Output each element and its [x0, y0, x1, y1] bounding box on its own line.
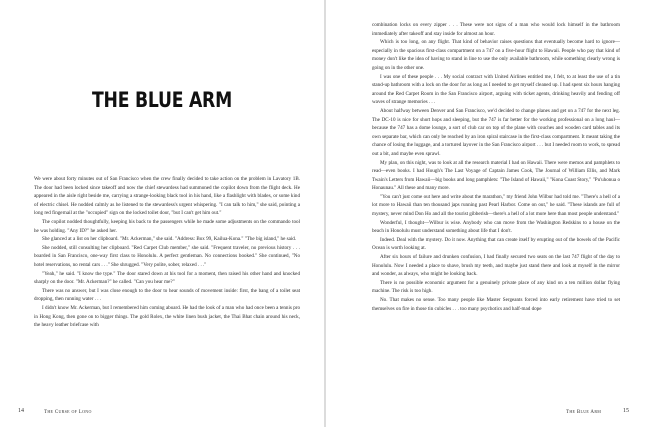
- paragraph: I didn't know Mr. Ackerman, but I remembered him coming aboard. He had the look of a man who had once been a tennis pro in Hong Kong, then gone on to bigger things. The gold Rolex, the white linen bush jacket, the Thai Bhat chain around his neck, the heavy leather briefcase with: [34, 304, 300, 329]
- page-number-right: 15: [623, 408, 629, 414]
- chapter-title: THE BLUE ARM: [92, 88, 232, 112]
- paragraph: My plan, on this night, was to look at all the research material I had on Hawaii. There were memos and pamphlets to read—even books. I had Hough's The Last Voyage of Captain James Cook, The Journal of William Ellis, and Mark Twain's Letters from Hawaii—big books and long pamphlets: "The Island of Hawaii," "Kona Coast Story," "Pu'uhonua o Honaunau." All these and many more.: [372, 159, 620, 192]
- paragraph: About halfway between Denver and San Francisco, we'd decided to change planes and get on a 747 for the next leg. The DC-10 is nice for short hops and sleeping, but the 747 is far better for the working professional on a long haul—because the 747 has a dome lounge, a sort of club car on top of the plane with couches and wooden card tables and its own separate bar, which can only be reached by an iron spiral staircase in the first-class compartment. It meant taking the chance of losing the luggage, and a tortured layover in the San Francisco airport . . . but I needed room to work, to spread out a bit, and maybe even sprawl.: [372, 107, 620, 157]
- paragraph: The copilot nodded thoughtfully, keeping his back to the passengers while he made some adjustments on the commando tool he was holding. "Any ID?" he asked her.: [34, 218, 300, 234]
- paragraph: She nodded, still consulting her clipboard. "Red Carpet Club member," she said. "Frequent traveler, no previous history . . . boarded in San Francisco, one-way first class to Honolulu. A perfect gentleman. No connections booked." She continued, "No hotel reservations, no rental cars . . ." She shrugged. "Very polite, sober, relaxed . . .": [34, 244, 300, 268]
- paragraph: "You can't just come out here and write about the marathon," my friend John Wilbur had told me. "There's a hell of a lot more to Hawaii than ten thousand japs running past Pearl Harbor. Come on out," he said. "These islands are full of mystery, never mind Don Ho and all the tourist gibberish—there's a hell of a lot more here than most people understand.": [372, 193, 620, 218]
- paragraph: "Yeah," he said. "I know the type." The door stared down at his tool for a moment, then raised his other hand and knocked sharply on the door. "Mr. Ackerman?" he called. "Can you hear me?": [34, 270, 300, 286]
- paragraph: There is no possible economic argument for a genuinely private place of any kind on a ten million dollar flying machine. The risk is too high.: [372, 279, 620, 295]
- paragraph: She glanced at a list on her clipboard. "Mr. Ackerman," she said. "Address: Box 99, Kailua-Kona." "The big island," he said.: [42, 236, 297, 243]
- paragraph: combination locks on every zipper . . . These were not signs of a man who would lock himself in the bathroom immediately after takeoff and stay inside for almost an hour.: [372, 22, 620, 37]
- paragraph: Indeed. Deal with the mystery. Do it now. Anything that can create itself by erupting out of the bowels of the Pacific Ocean is worth looking at.: [372, 236, 620, 252]
- running-head-right: The Blue Arm: [566, 410, 602, 415]
- right-body-text: [372, 21, 620, 313]
- page-number-left: 14: [18, 408, 24, 414]
- paragraph: Which is too long, on any flight. That kind of behavior raises questions that eventually become hard to ignore—especially in the spacious first-class compartment on a 747 on a five-hour flight to Hawaii. People who pay that kind of money don't like the idea of having to stand in line to use the only available bathroom, while something clearly wrong is going on in the other one.: [372, 39, 620, 71]
- paragraph: There was no answer, but I was close enough to the door to hear sounds of movement inside: first, the bang of a toilet seat dropping, then running water . . .: [34, 287, 300, 303]
- running-head-left: The Curse of Lono: [44, 410, 92, 415]
- paragraph: I was one of these people . . . My social contract with United Airlines entitled me, I felt, to at least the use of a tin stand-up bathroom with a lock on the door for as long as I needed to get myself cleaned up. I had spent six hours hanging around the Red Carpet Room in the San Francisco airport, arguing with ticket agents, drinking heavily and fending off waves of strange memories . . .: [372, 73, 620, 106]
- left-page: [0, 0, 324, 427]
- left-body-text: [34, 175, 300, 330]
- paragraph: Wonderful, I thought—Wilbur is wise. Anybody who can move from the Washington Redskins to a house on the beach in Honolulu must understand something about life that I don't.: [372, 219, 620, 235]
- paragraph: We were about forty minutes out of San Francisco when the crew finally decided to take action on the problem in Lavatory 1B. The door had been locked since takeoff and now the chief stewardess had summoned the copilot down from the flight deck. He appeared in the aisle right beside me, carrying a strange-looking black tool in his hand, like a flashlight with blades, or some kind of electric chisel. He nodded calmly as he listened to the stewardess's urgent whispering. "I can talk to him," she said, pointing a long red fingernail at the "occupied" sign on the locked toilet door, "but I can't get him out.": [34, 176, 300, 217]
- paragraph: No. That makes no sense. Too many people like Master Sergeants forced into early retirement have tried to set themselves on fire in those tin cubicles . . . too many psychotics and half-mad dope: [372, 297, 620, 312]
- paragraph: After six hours of failure and drunken confusion, I had finally secured two seats on the last 747 flight of the day to Honolulu. Now I needed a place to shave, brush my teeth, and maybe just stand there and look at myself in the mirror and wonder, as always, who might be looking back.: [372, 254, 620, 278]
